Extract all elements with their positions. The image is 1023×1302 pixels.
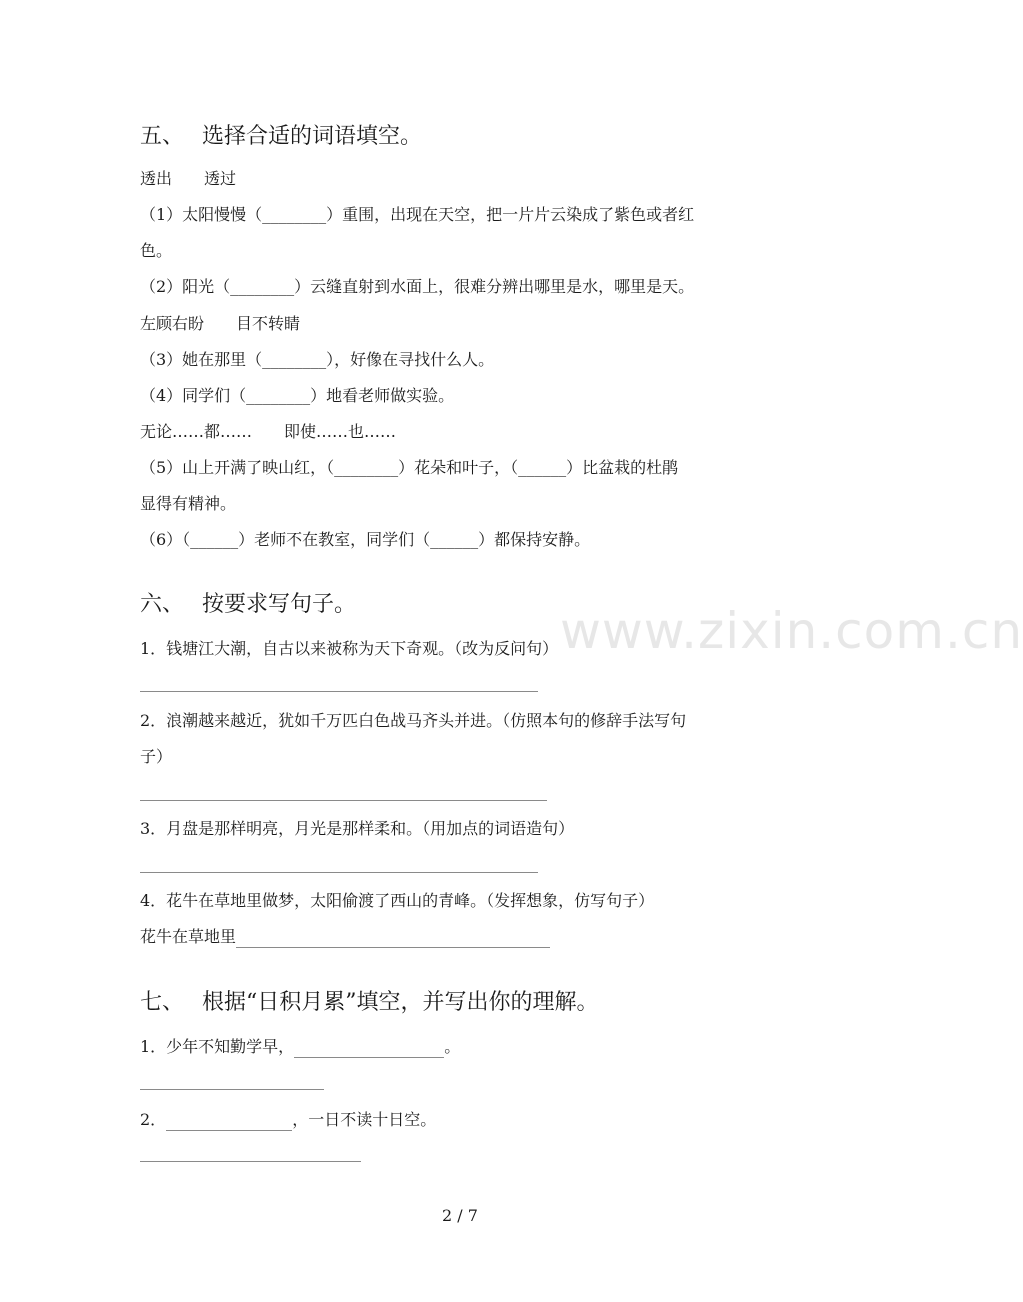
- section-5-heading: [140, 122, 422, 152]
- answer-line[interactable]: [140, 872, 538, 873]
- word-option: 左顾右盼: [140, 314, 205, 333]
- question-6-1: 1．钱塘江大潮，自古以来被称为天下奇观。（改为反问句）: [140, 639, 559, 658]
- question-5-3: （3）她在那里（________），好像在寻找什么人。: [140, 350, 495, 369]
- watermark: www.zixin.com.cn: [560, 602, 1023, 660]
- section-6-heading: [140, 590, 356, 620]
- word-choice-group-1: [140, 168, 236, 190]
- answer-prefix: 花牛在草地里: [140, 927, 237, 946]
- word-option: 目不转睛: [236, 314, 301, 333]
- word-option: 透出: [140, 169, 173, 188]
- question-5-5-continued: 显得有精神。: [140, 494, 237, 513]
- word-option: 即使……也……: [284, 422, 397, 441]
- section-6-number: 六、: [140, 592, 185, 617]
- answer-line[interactable]: [140, 1161, 361, 1162]
- section-7-number: 七、: [140, 990, 185, 1015]
- question-5-6: （6）（______）老师不在教室，同学们（______）都保持安静。: [140, 530, 591, 549]
- word-option: 无论……都……: [140, 422, 253, 441]
- section-5-title: 选择合适的词语填空。: [202, 124, 423, 149]
- word-choice-group-3: [140, 421, 396, 443]
- question-6-2: 2．浪潮越来越近，犹如千万匹白色战马齐头并进。（仿照本句的修辞手法写句: [140, 711, 687, 730]
- question-number: 2．: [140, 1110, 167, 1129]
- answer-line[interactable]: [140, 800, 547, 801]
- question-6-4: 4．花牛在草地里做梦，太阳偷渡了西山的青峰。（发挥想象，仿写句子）: [140, 891, 655, 910]
- question-6-4-answer: [140, 926, 550, 948]
- question-end: 。: [444, 1037, 461, 1056]
- section-7-title: 根据“日积月累”填空，并写出你的理解。: [202, 990, 599, 1015]
- question-6-2-continued: 子）: [140, 747, 173, 766]
- answer-blank[interactable]: [166, 1112, 292, 1131]
- section-5-number: 五、: [140, 124, 185, 149]
- question-7-2: [140, 1109, 436, 1131]
- question-5-1-continued: 色。: [140, 241, 173, 260]
- question-7-1: [140, 1036, 460, 1058]
- question-text: ，一日不读十日空。: [292, 1110, 437, 1129]
- word-option: 透过: [204, 169, 237, 188]
- question-6-3: 3．月盘是那样明亮，月光是那样柔和。（用加点的词语造句）: [140, 819, 575, 838]
- question-5-5: （5）山上开满了映山红，（________）花朵和叶子，（______）比盆栽的杜鹃: [140, 458, 679, 477]
- question-text: 1．少年不知勤学早，: [140, 1037, 295, 1056]
- answer-blank[interactable]: [294, 1039, 444, 1058]
- question-5-1: （1）太阳慢慢（________）重围，出现在天空，把一片片云染成了紫色或者红: [140, 205, 695, 224]
- answer-line[interactable]: [140, 1089, 324, 1090]
- answer-blank[interactable]: [236, 929, 550, 948]
- question-5-4: （4）同学们（________）地看老师做实验。: [140, 386, 455, 405]
- question-5-2: （2）阳光（________）云缝直射到水面上，很难分辨出哪里是水，哪里是天。: [140, 277, 695, 296]
- page-number: 2 / 7: [442, 1206, 478, 1225]
- section-7-heading: [140, 988, 599, 1018]
- word-choice-group-2: [140, 313, 300, 335]
- section-6-title: 按要求写句子。: [202, 592, 357, 617]
- answer-line[interactable]: [140, 691, 538, 692]
